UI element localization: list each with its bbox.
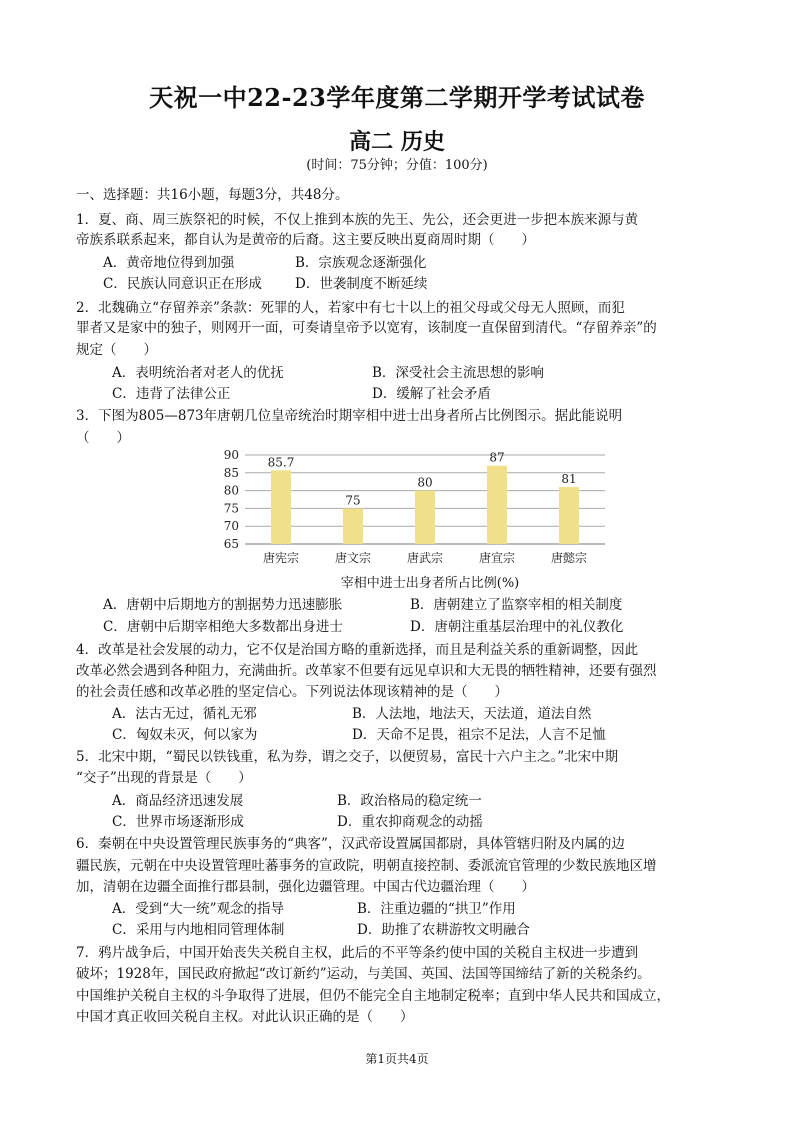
q1-option-a: A．黄帝地位得到加强	[103, 255, 235, 271]
bar-value-label: 75	[345, 493, 361, 508]
q4-stem-3: 的社会责任感和改革必胜的坚定信心。下列说法体现该精神的是（ ）	[76, 684, 508, 700]
q6-stem-2: 疆民族，元朝在中央设置管理吐蕃事务的宣政院，明朝直接控制、委派流官管理的少数民族地区增	[76, 858, 657, 874]
subject-title: 高二 历史	[349, 129, 445, 155]
bar-value-label: 87	[489, 450, 505, 465]
q1-stem-2: 帝族系联系起来，都自认为是黄帝的后裔。这主要反映出夏商周时期（ ）	[76, 232, 535, 248]
q5-stem-1: 5．北宋中期，“蜀民以铁钱重，私为券，谓之交子，以便贸易，富民十六户主之。”北宋中期	[76, 749, 619, 765]
y-tick-label: 90	[223, 448, 239, 462]
q7-stem-1: 7．鸦片战争后，中国开始丧失关税自主权，此后的不平等条约使中国的关税自主权进一步遭到	[76, 945, 639, 961]
q1-option-c: C．民族认同意识正在形成	[103, 276, 262, 292]
q6-option-a: A．受到“大一统”观念的指导	[112, 901, 285, 917]
q5-option-a: A．商品经济迅速发展	[112, 793, 244, 809]
q1-option-d: D．世袭制度不断延续	[295, 276, 428, 292]
q2-stem-1: 2．北魏确立“存留养亲”条款：死罪的人，若家中有七十以上的祖父母或父母无人照顾，而犯	[76, 300, 625, 316]
bar	[271, 470, 291, 544]
q1-option-b: B．宗族观念逐渐强化	[295, 255, 427, 271]
q2-stem-2: 罪者又是家中的独子，则网开一面，可奏请皇帝予以宽宥，该制度一直保留到清代。“存留养亲”的	[76, 320, 657, 336]
q3-option-c: C．唐朝中后期宰相绝大多数都出身进士	[103, 619, 343, 635]
q3-stem-2: （ ）	[76, 430, 130, 446]
bar-value-label: 81	[561, 472, 577, 487]
q4-stem-1: 4．改革是社会发展的动力，它不仅是治国方略的重新选择，而且是利益关系的重新调整，因此	[76, 642, 639, 658]
x-tick-label: 唐宪宗	[262, 551, 300, 565]
q3-option-b: B．唐朝建立了监察宰相的相关制度	[410, 597, 623, 613]
q4-option-b: B．人法地，地法天，天法道，道法自然	[352, 706, 592, 722]
q2-option-c: C．违背了法律公正	[112, 386, 231, 402]
q2-option-b: B．深受社会主流思想的影响	[372, 365, 544, 381]
q5-option-b: B．政治格局的稳定统一	[337, 793, 482, 809]
exam-meta: (时间：75分钟；分值：100分)	[306, 158, 488, 173]
q5-stem-2: “交子”出现的背景是（ ）	[76, 770, 252, 786]
x-tick-label: 唐武宗	[406, 551, 444, 565]
bar	[487, 466, 507, 544]
bar	[343, 508, 363, 544]
q3-stem-1: 3．下图为805—873年唐朝几位皇帝统治时期宰相中进士出身者所占比例图示。据此能说明	[76, 408, 623, 424]
exam-title: 天祝一中22-23学年度第二学期开学考试试卷	[149, 83, 645, 112]
x-axis-label: 宰相中进士出身者所占比例(%)	[340, 576, 520, 591]
x-tick-label: 唐文宗	[334, 551, 372, 565]
q2-option-a: A．表明统治者对老人的优抚	[112, 365, 284, 381]
q7-stem-2: 破坏；1928年，国民政府掀起“改订新约”运动，与美国、英国、法国等国缔结了新的关税条约。	[76, 966, 651, 982]
x-tick-label: 唐宣宗	[478, 551, 516, 565]
y-tick-label: 75	[223, 501, 239, 516]
section-heading: 一、选择题：共16小题，每题3分，共48分。	[76, 187, 349, 203]
bar	[415, 491, 435, 544]
q6-option-c: C．采用与内地相同管理体制	[112, 922, 285, 938]
q4-option-d: D．天命不足畏，祖宗不足法，人言不足恤	[352, 727, 606, 743]
q1-stem-1: 1．夏、商、周三族祭祀的时候，不仅上推到本族的先王、先公，还会更进一步把本族来源与黄	[76, 212, 639, 228]
q2-stem-3: 规定（ ）	[76, 342, 157, 358]
q4-option-a: A．法古无过，循礼无邪	[112, 706, 257, 722]
q2-option-d: D．缓解了社会矛盾	[372, 386, 491, 402]
q7-stem-3: 中国维护关税自主权的斗争取得了进展，但仍不能完全自主地制定税率；直到中华人民共和国成立，	[76, 988, 670, 1004]
q4-stem-2: 改革必然会遇到各种阻力，充满曲折。改革家不但要有远见卓识和大无畏的牺牲精神，还要有强烈	[76, 663, 657, 679]
q5-option-c: C．世界市场逐渐形成	[112, 814, 244, 830]
y-tick-label: 70	[223, 519, 239, 534]
page-footer: 第1页共4页	[365, 1052, 429, 1066]
q5-option-d: D．重农抑商观念的动摇	[337, 814, 483, 830]
bar-value-label: 85.7	[267, 455, 295, 470]
bar	[559, 487, 579, 544]
y-tick-label: 80	[223, 483, 239, 498]
q6-option-b: B．注重边疆的“拱卫”作用	[357, 901, 516, 917]
q6-option-d: D．助推了农耕游牧文明融合	[357, 922, 530, 938]
y-tick-label: 85	[223, 465, 239, 480]
q6-stem-3: 加，清朝在边疆全面推行郡县制，强化边疆管理。中国古代边疆治理（ ）	[76, 879, 535, 895]
q4-option-c: C．匈奴未灭，何以家为	[112, 727, 258, 743]
q3-option-a: A．唐朝中后期地方的割据势力迅速膨胀	[103, 597, 343, 613]
y-tick-label: 65	[223, 537, 239, 551]
x-tick-label: 唐懿宗	[550, 551, 588, 565]
q3-option-d: D．唐朝注重基层治理中的礼仪教化	[410, 619, 624, 635]
q6-stem-1: 6．秦朝在中央设置管理民族事务的“典客”，汉武帝设置属国都尉，具体管辖归附及内属的边	[76, 836, 625, 852]
q7-stem-4: 中国才真正收回关税自主权。对此认识正确的是（ ）	[76, 1009, 414, 1025]
bar-chart	[210, 443, 620, 593]
bar-value-label: 80	[417, 475, 433, 490]
